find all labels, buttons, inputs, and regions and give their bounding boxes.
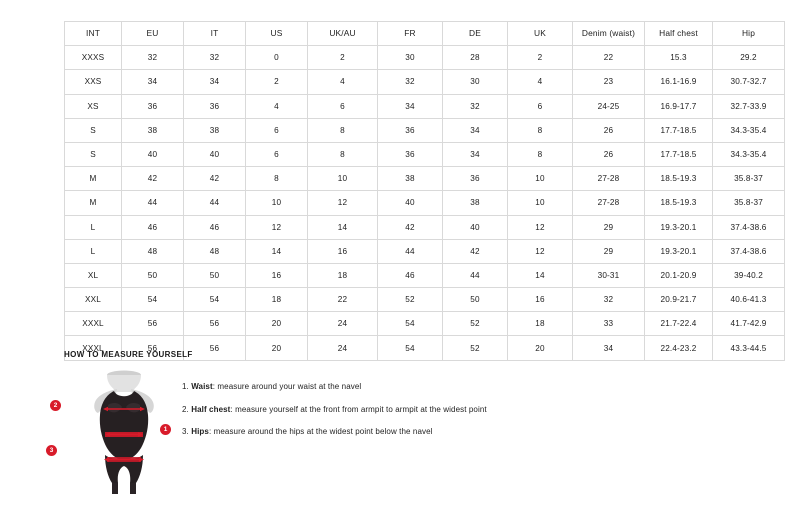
badge-waist: 1 [160, 424, 171, 435]
cell-uk-au: 24 [308, 312, 378, 336]
cell-eu: 38 [122, 118, 184, 142]
cell-hip: 35.8-37 [713, 191, 785, 215]
cell-eu: 48 [122, 239, 184, 263]
table-row [65, 288, 785, 312]
cell-half-chest: 22.4-23.2 [645, 336, 713, 360]
cell-it: 46 [184, 215, 246, 239]
size-chart-table [64, 21, 785, 361]
cell-denim-waist: 27-28 [573, 191, 645, 215]
cell-uk-au: 8 [308, 118, 378, 142]
cell-fr: 32 [378, 70, 443, 94]
table-row [65, 94, 785, 118]
cell-it: 42 [184, 167, 246, 191]
cell-de: 34 [443, 118, 508, 142]
cell-us: 14 [246, 239, 308, 263]
cell-denim-waist: 30-31 [573, 263, 645, 287]
cell-it: 38 [184, 118, 246, 142]
cell-half-chest: 16.1-16.9 [645, 70, 713, 94]
cell-it: 48 [184, 239, 246, 263]
column-header-de: DE [443, 22, 508, 46]
cell-de: 52 [443, 312, 508, 336]
cell-de: 32 [443, 94, 508, 118]
cell-eu: 50 [122, 263, 184, 287]
cell-denim-waist: 29 [573, 215, 645, 239]
cell-uk: 8 [508, 118, 573, 142]
cell-int: XXS [65, 70, 122, 94]
cell-half-chest: 19.3-20.1 [645, 215, 713, 239]
measure-note-waist [182, 381, 734, 393]
cell-int: M [65, 167, 122, 191]
cell-half-chest: 16.9-17.7 [645, 94, 713, 118]
cell-int: XXXL [65, 312, 122, 336]
cell-hip: 37.4-38.6 [713, 239, 785, 263]
cell-hip: 32.7-33.9 [713, 94, 785, 118]
measure-notes-list [182, 369, 734, 449]
cell-it: 36 [184, 94, 246, 118]
cell-eu: 34 [122, 70, 184, 94]
note-text-hips: : measure around the hips at the widest point below the navel [208, 427, 433, 437]
table-row [65, 167, 785, 191]
cell-eu: 56 [122, 312, 184, 336]
cell-uk-au: 18 [308, 263, 378, 287]
mannequin-icon [74, 369, 174, 494]
cell-fr: 44 [378, 239, 443, 263]
mannequin-illustration [49, 369, 174, 494]
cell-int: XXXL [65, 336, 122, 360]
cell-us: 20 [246, 336, 308, 360]
cell-eu: 46 [122, 215, 184, 239]
cell-half-chest: 18.5-19.3 [645, 167, 713, 191]
cell-hip: 41.7-42.9 [713, 312, 785, 336]
cell-uk-au: 16 [308, 239, 378, 263]
cell-de: 38 [443, 191, 508, 215]
how-to-measure-body [49, 369, 734, 494]
cell-us: 16 [246, 263, 308, 287]
how-to-measure-section [49, 350, 734, 494]
cell-uk: 18 [508, 312, 573, 336]
cell-de: 36 [443, 167, 508, 191]
cell-denim-waist: 32 [573, 288, 645, 312]
cell-hip: 34.3-35.4 [713, 118, 785, 142]
cell-denim-waist: 23 [573, 70, 645, 94]
mannequin-figure-container [49, 369, 182, 494]
cell-hip: 35.8-37 [713, 167, 785, 191]
cell-half-chest: 17.7-18.5 [645, 142, 713, 166]
note-term-waist: Waist [191, 382, 213, 391]
cell-hip: 40.6-41.3 [713, 288, 785, 312]
cell-half-chest: 20.1-20.9 [645, 263, 713, 287]
cell-it: 40 [184, 142, 246, 166]
cell-us: 0 [246, 46, 308, 70]
cell-us: 6 [246, 142, 308, 166]
column-header-uk-au: UK/AU [308, 22, 378, 46]
cell-fr: 36 [378, 142, 443, 166]
cell-uk: 2 [508, 46, 573, 70]
cell-eu: 36 [122, 94, 184, 118]
cell-eu: 54 [122, 288, 184, 312]
note-term-hips: Hips [191, 427, 209, 437]
cell-fr: 34 [378, 94, 443, 118]
column-header-us: US [246, 22, 308, 46]
note-number-1: 1. [182, 382, 189, 391]
cell-us: 8 [246, 167, 308, 191]
cell-fr: 36 [378, 118, 443, 142]
cell-us: 12 [246, 215, 308, 239]
cell-eu: 42 [122, 167, 184, 191]
column-header-fr: FR [378, 22, 443, 46]
size-chart-container [64, 21, 767, 361]
cell-half-chest: 20.9-21.7 [645, 288, 713, 312]
cell-uk: 14 [508, 263, 573, 287]
note-term-half-chest: Half chest [191, 404, 231, 414]
table-row [65, 118, 785, 142]
cell-int: XXXS [65, 46, 122, 70]
table-header-row [65, 22, 785, 46]
cell-eu: 44 [122, 191, 184, 215]
column-header-eu: EU [122, 22, 184, 46]
cell-uk-au: 22 [308, 288, 378, 312]
cell-half-chest: 17.7-18.5 [645, 118, 713, 142]
cell-fr: 30 [378, 46, 443, 70]
measure-note-hips [182, 426, 734, 438]
cell-uk-au: 14 [308, 215, 378, 239]
cell-de: 52 [443, 336, 508, 360]
cell-de: 40 [443, 215, 508, 239]
cell-fr: 54 [378, 312, 443, 336]
table-row [65, 191, 785, 215]
cell-uk: 20 [508, 336, 573, 360]
cell-de: 34 [443, 142, 508, 166]
cell-hip: 34.3-35.4 [713, 142, 785, 166]
cell-us: 10 [246, 191, 308, 215]
cell-fr: 38 [378, 167, 443, 191]
table-row [65, 215, 785, 239]
column-header-uk: UK [508, 22, 573, 46]
cell-uk: 4 [508, 70, 573, 94]
cell-uk-au: 2 [308, 46, 378, 70]
column-header-hip: Hip [713, 22, 785, 46]
column-header-it: IT [184, 22, 246, 46]
cell-hip: 37.4-38.6 [713, 215, 785, 239]
badge-half-chest: 2 [50, 400, 61, 411]
cell-uk: 10 [508, 191, 573, 215]
cell-denim-waist: 27-28 [573, 167, 645, 191]
cell-fr: 46 [378, 263, 443, 287]
cell-denim-waist: 26 [573, 142, 645, 166]
cell-half-chest: 15.3 [645, 46, 713, 70]
cell-uk: 12 [508, 239, 573, 263]
cell-denim-waist: 26 [573, 118, 645, 142]
cell-uk-au: 12 [308, 191, 378, 215]
column-header-int: INT [65, 22, 122, 46]
cell-it: 34 [184, 70, 246, 94]
cell-eu: 40 [122, 142, 184, 166]
column-header-half-chest: Half chest [645, 22, 713, 46]
cell-half-chest: 21.7-22.4 [645, 312, 713, 336]
cell-it: 44 [184, 191, 246, 215]
cell-it: 56 [184, 336, 246, 360]
cell-half-chest: 19.3-20.1 [645, 239, 713, 263]
cell-it: 54 [184, 288, 246, 312]
cell-de: 28 [443, 46, 508, 70]
cell-it: 50 [184, 263, 246, 287]
cell-int: XXL [65, 288, 122, 312]
cell-hip: 29.2 [713, 46, 785, 70]
cell-denim-waist: 29 [573, 239, 645, 263]
cell-denim-waist: 24-25 [573, 94, 645, 118]
table-body [65, 46, 785, 360]
cell-int: S [65, 142, 122, 166]
cell-uk-au: 10 [308, 167, 378, 191]
cell-uk-au: 8 [308, 142, 378, 166]
cell-de: 30 [443, 70, 508, 94]
cell-hip: 43.3-44.5 [713, 336, 785, 360]
column-header-denim-waist: Denim (waist) [573, 22, 645, 46]
how-to-measure-title: HOW TO MEASURE YOURSELF [64, 350, 193, 359]
cell-half-chest: 18.5-19.3 [645, 191, 713, 215]
table-row [65, 46, 785, 70]
note-text-half-chest: : measure yourself at the front from armpit to armpit at the widest point [230, 404, 487, 414]
cell-uk-au: 24 [308, 336, 378, 360]
cell-fr: 52 [378, 288, 443, 312]
cell-int: XS [65, 94, 122, 118]
cell-uk-au: 4 [308, 70, 378, 94]
note-number-3: 3. [182, 427, 189, 437]
cell-int: L [65, 215, 122, 239]
cell-de: 50 [443, 288, 508, 312]
cell-fr: 42 [378, 215, 443, 239]
cell-uk: 10 [508, 167, 573, 191]
cell-de: 42 [443, 239, 508, 263]
cell-int: S [65, 118, 122, 142]
cell-uk-au: 6 [308, 94, 378, 118]
cell-us: 6 [246, 118, 308, 142]
cell-fr: 40 [378, 191, 443, 215]
table-row [65, 239, 785, 263]
cell-hip: 30.7-32.7 [713, 70, 785, 94]
cell-denim-waist: 34 [573, 336, 645, 360]
cell-fr: 54 [378, 336, 443, 360]
cell-us: 2 [246, 70, 308, 94]
table-row [65, 142, 785, 166]
cell-int: XL [65, 263, 122, 287]
note-text-waist: : measure around your waist at the navel [212, 382, 362, 391]
table-row [65, 263, 785, 287]
cell-uk: 16 [508, 288, 573, 312]
cell-uk: 12 [508, 215, 573, 239]
cell-de: 44 [443, 263, 508, 287]
measure-note-half-chest [182, 404, 734, 416]
cell-it: 32 [184, 46, 246, 70]
cell-hip: 39-40.2 [713, 263, 785, 287]
table-row [65, 312, 785, 336]
cell-eu: 56 [122, 336, 184, 360]
cell-us: 4 [246, 94, 308, 118]
cell-denim-waist: 22 [573, 46, 645, 70]
note-number-2: 2. [182, 404, 189, 414]
cell-int: M [65, 191, 122, 215]
cell-int: L [65, 239, 122, 263]
cell-it: 56 [184, 312, 246, 336]
cell-us: 18 [246, 288, 308, 312]
cell-us: 20 [246, 312, 308, 336]
cell-uk: 6 [508, 94, 573, 118]
cell-denim-waist: 33 [573, 312, 645, 336]
table-row [65, 70, 785, 94]
badge-hips: 3 [46, 445, 57, 456]
cell-eu: 32 [122, 46, 184, 70]
cell-uk: 8 [508, 142, 573, 166]
